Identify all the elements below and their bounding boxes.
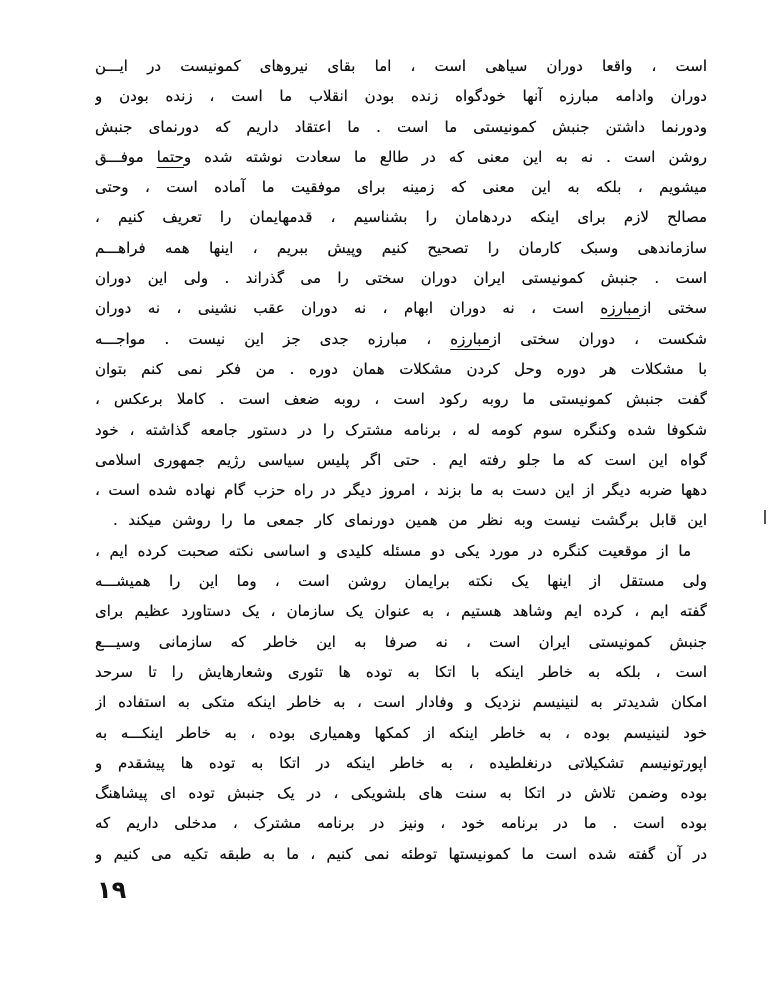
text-line-8: است . جنبش کمونیستی ایران دوران سختی را می گذراند . ولی این دوران [95, 269, 707, 288]
text-line-19: گفته ایم ، کرده ایم وشاهد هستیم ، به عنوان یک سازمان ، یک دستاورد عظیم برای [95, 602, 707, 621]
body-text [95, 51, 707, 869]
text-line-9 [95, 293, 707, 323]
text-line-10 [95, 324, 707, 354]
text-line-25: بوده وضمن تلاش در اتکا به سنت های بلشویکی ، در یک جنبش توده ای پیشاهنگ [95, 784, 707, 803]
text-segment: است ، نه دوران ابهام ، نه دوران عقب نشینی ، نه دوران [95, 299, 601, 318]
text-line-24: اپورتونیسم تشکیلاتی درنغلطیده ، به خاطر اینکه در اتکا به توده ها پیشقدم و [95, 753, 707, 772]
underlined-word: مبارزه [450, 329, 490, 348]
text-line-6: مصالح لازم برای اینکه دردهامان را بشناسیم ، قدمهایمان را تعریف کنیم ، [95, 208, 707, 227]
text-line-26: بوده است . ما در برنامه خود ، ونیز در برنامه مشترک ، مدخلی داریم که [95, 814, 707, 833]
text-line-3: ودورنما داشتن جنبش کمونیستی ما است . ما اعتقاد داریم که دورنمای جنبش [95, 117, 707, 136]
text-line-14: گواه این است که ما جلو رفته ایم . حتی اگر پلیس سیاسی رژیم جمهوری اسلامی [95, 450, 707, 469]
text-line-7: سازماندهی وسبک کارمان را تصحیح کنیم وپیش ببریم ، اینها همه فراهـــم [95, 238, 707, 257]
text-line-16: این قابل برگشت نیست وبه نظر من همین دورنمای کار جمعی ما را روشن میکند . [113, 511, 707, 530]
underlined-word: حتما [156, 147, 184, 166]
text-segment: سختی از [639, 299, 707, 318]
text-segment: ، مبارزه جدی جز این نیست . مواجـــه [95, 329, 451, 348]
text-line-23: خود لنینیسم بوده ، به خاطر اینکه از کمکها وهمیاری بوده ، به خاطر اینکـــه به [95, 723, 707, 742]
scan-artifact-mark [764, 510, 766, 524]
text-line-4 [95, 142, 707, 172]
text-line-20: جنبش کمونیستی ایران است ، نه صرفا به این خاطر که سازمانی وسیـــع [95, 632, 707, 651]
text-line-18: ولی مستقل از اینها یک نکته برایمان روشن است ، وما این را همیشـــه [95, 572, 707, 591]
text-line-12: گفت جنبش کمونیستی ما روبه رکود است ، روبه ضعف است . کاملا برعکس ، [95, 390, 707, 409]
text-line-1: است ، واقعا دوران سیاهی است ، اما بقای نیروهای کمونیست در ایـــن [95, 57, 707, 75]
text-segment: شکست ، دوران سختی از [489, 329, 707, 348]
text-line-11: با مشکلات هر دوره وحل کردن مشکلات همان دوره . من فکر نمی کنم بتوان [95, 359, 707, 378]
underlined-word: مبارزه [600, 299, 640, 318]
text-segment: موفـــق [95, 147, 157, 166]
text-line-22: امکان شدیدتر به لنینیسم نزدیک و وفادار است ، به خاطر اینکه متکی به استفاده از [95, 693, 707, 712]
text-line-2: دوران وادامه مبارزه آنها خودگواه زنده بودن انقلاب ما است ، زنده بودن و [95, 87, 707, 106]
page-number: ۱۹ [97, 876, 127, 904]
text-segment: روشن است . نه به این معنی که در طالع ما سعادت نوشته شده و [183, 147, 707, 166]
text-line-27: در آن گفته شده است ما کمونیستها توطئه نمی کنیم ، ما به طبقه تکیه می کنیم و [95, 844, 707, 863]
text-line-15: دهها ضربه دیگر از این دست به ما بزند ، امروز دیگر در راه حزب گام نهاده شده است ، [95, 481, 707, 500]
text-line-21: است ، بلکه به خاطر اینکه با اتکا به توده ها تئوری وشعارهایش را تا سرحد [95, 662, 707, 681]
text-line-5: میشویم ، بلکه به این معنی که زمینه برای موفقیت ما آماده است ، وحتی [95, 178, 707, 197]
text-line-17: ما از موقعیت کنگره در مورد یکی دو مسئله کلیدی و اساسی نکته صحبت کرده ایم ، [95, 541, 691, 560]
text-line-13: شکوفا شده وکنگره سوم کومه له ، برنامه مشترک را در دستور جامعه گذاشته ، خود [95, 420, 707, 439]
